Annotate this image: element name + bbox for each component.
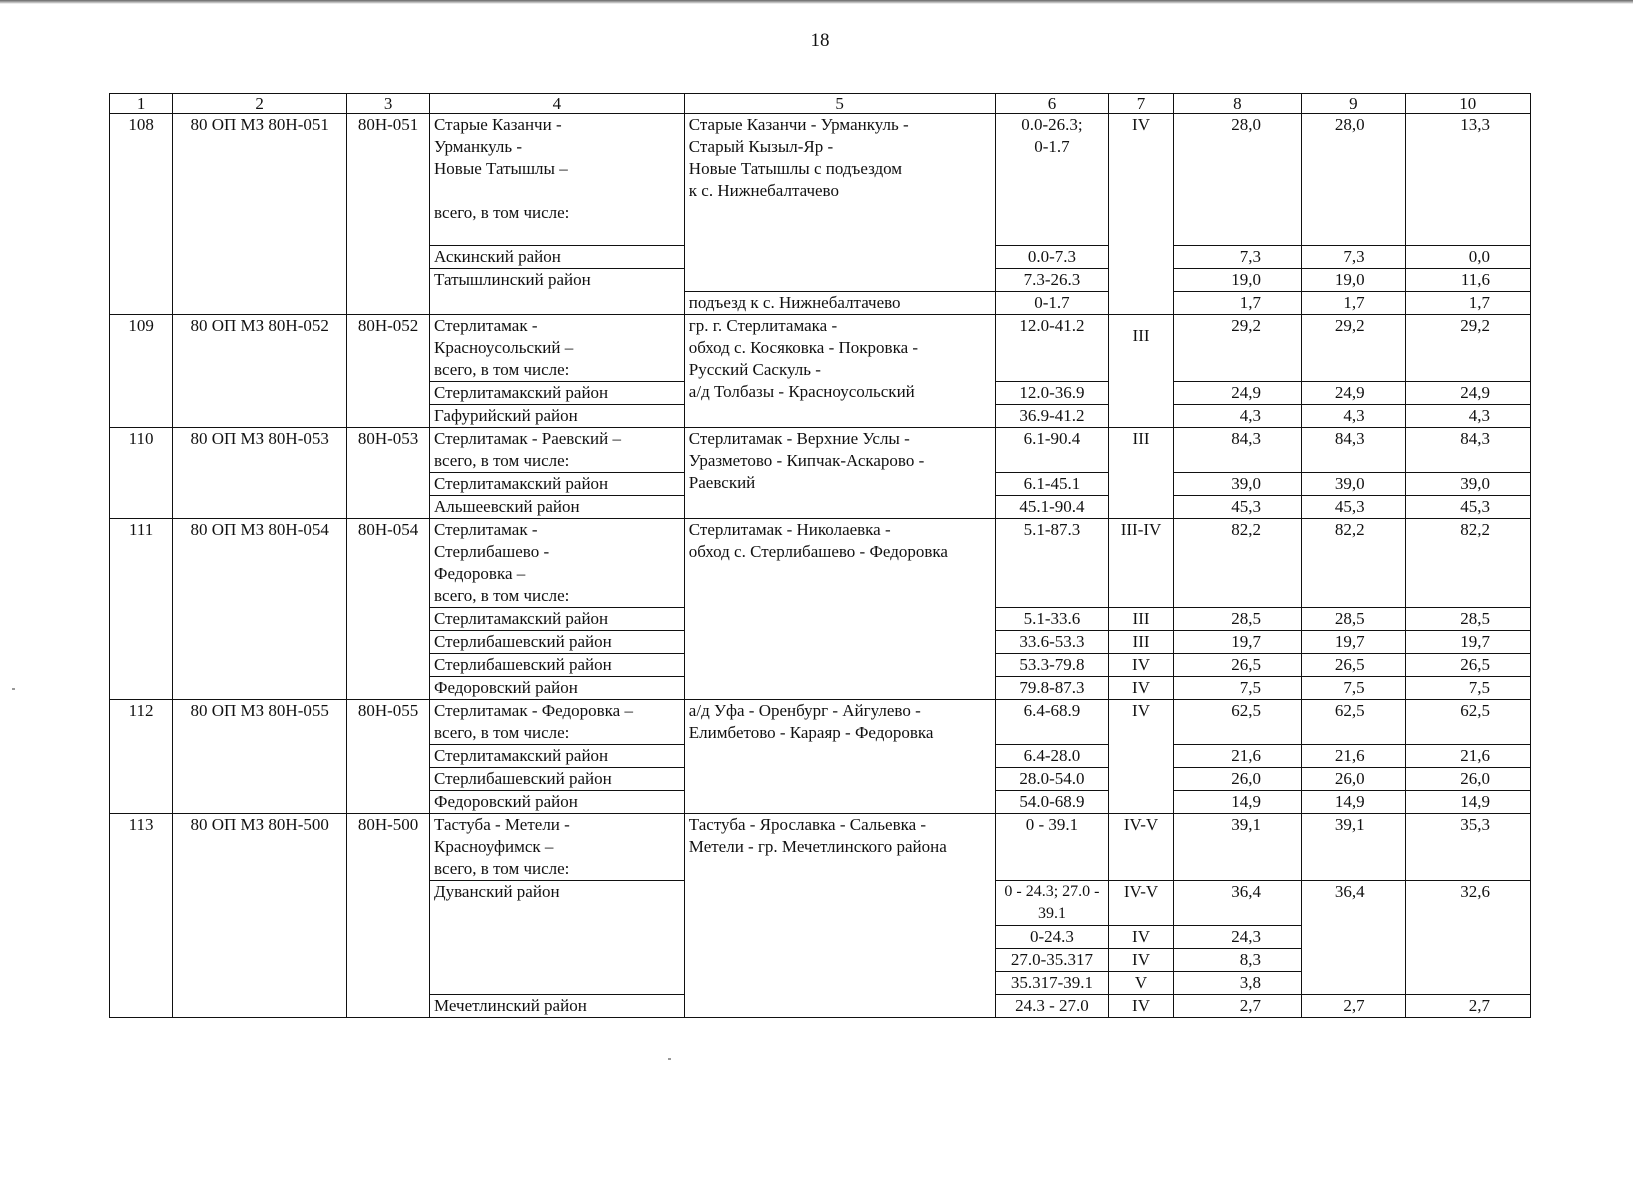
header-cell: 6: [995, 94, 1109, 114]
km-range: 27.0-35.317: [995, 949, 1109, 972]
category: V: [1109, 972, 1173, 995]
km-range: 6.1-90.4: [995, 428, 1109, 473]
district-name: Федоровский район: [430, 677, 685, 700]
length-col8: 26,5: [1173, 654, 1301, 677]
table-row: [110, 428, 1531, 473]
district-name: Стерлитамакский район: [430, 473, 685, 496]
road-short-id: 80Н-500: [347, 814, 430, 1018]
length-col9: 19,0: [1302, 269, 1406, 292]
length-col10: 29,2: [1405, 315, 1530, 382]
km-range: 6.4-28.0: [995, 745, 1109, 768]
category: IV-V: [1109, 881, 1173, 926]
length-col8: 29,2: [1173, 315, 1301, 382]
row-number: 111: [110, 519, 173, 700]
category: IV-V: [1109, 814, 1173, 881]
road-short-id: 80Н-054: [347, 519, 430, 700]
length-col8: 82,2: [1173, 519, 1301, 608]
length-col9: 1,7: [1302, 292, 1406, 315]
roads-table: [109, 93, 1531, 1018]
length-col8: 24,9: [1173, 382, 1301, 405]
category: III-IV: [1109, 519, 1173, 608]
table-row: [110, 519, 1531, 608]
district-name: Альшеевский район: [430, 496, 685, 519]
header-cell: 1: [110, 94, 173, 114]
length-col8: 39,1: [1173, 814, 1301, 881]
km-range: 33.6-53.3: [995, 631, 1109, 654]
length-col8: 8,3: [1173, 949, 1301, 972]
km-range: 0 - 24.3; 27.0 - 39.1: [995, 881, 1109, 926]
length-col10: 26,5: [1405, 654, 1530, 677]
length-col10: 2,7: [1405, 995, 1530, 1018]
header-cell: 2: [173, 94, 347, 114]
length-col10: 45,3: [1405, 496, 1530, 519]
district-name: Татышлинский район: [430, 269, 685, 315]
length-col10: 84,3: [1405, 428, 1530, 473]
km-range: 79.8-87.3: [995, 677, 1109, 700]
road-short-id: 80Н-051: [347, 114, 430, 315]
length-col9: 62,5: [1302, 700, 1406, 745]
route-description: Стерлитамак - Верхние Услы - Уразметово - Кипчак-Аскарово - Раевский: [684, 428, 995, 519]
header-row: [110, 94, 1531, 114]
km-range: 12.0-36.9: [995, 382, 1109, 405]
category: IV: [1109, 700, 1173, 814]
km-range: 6.1-45.1: [995, 473, 1109, 496]
length-col9: 19,7: [1302, 631, 1406, 654]
length-col8: 7,3: [1173, 246, 1301, 269]
length-col10: 32,6: [1405, 881, 1530, 995]
length-col10: 1,7: [1405, 292, 1530, 315]
length-col8: 39,0: [1173, 473, 1301, 496]
scan-speck: [668, 1058, 671, 1060]
header-cell: 7: [1109, 94, 1173, 114]
km-range: 24.3 - 27.0: [995, 995, 1109, 1018]
length-col8: 84,3: [1173, 428, 1301, 473]
length-col10: 7,5: [1405, 677, 1530, 700]
header-cell: 10: [1405, 94, 1530, 114]
header-cell: 5: [684, 94, 995, 114]
km-range: 53.3-79.8: [995, 654, 1109, 677]
length-col10: 19,7: [1405, 631, 1530, 654]
road-name: Тастуба - Метели - Красноуфимск – всего, в том числе:: [430, 814, 685, 881]
length-col9: 84,3: [1302, 428, 1406, 473]
road-id: 80 ОП МЗ 80Н-055: [173, 700, 347, 814]
category: IV: [1109, 926, 1173, 949]
road-short-id: 80Н-055: [347, 700, 430, 814]
length-col8: 26,0: [1173, 768, 1301, 791]
district-name: Гафурийский район: [430, 405, 685, 428]
length-col10: 21,6: [1405, 745, 1530, 768]
length-col9: 21,6: [1302, 745, 1406, 768]
route-description: Стерлитамак - Николаевка - обход с. Стерлибашево - Федоровка: [684, 519, 995, 700]
length-col8: 36,4: [1173, 881, 1301, 926]
category: IV: [1109, 654, 1173, 677]
km-range: 5.1-33.6: [995, 608, 1109, 631]
km-range: 0.0-26.3; 0-1.7: [995, 114, 1109, 246]
km-range: 36.9-41.2: [995, 405, 1109, 428]
length-col8: 1,7: [1173, 292, 1301, 315]
category: III: [1109, 315, 1173, 428]
road-name: Стерлитамак - Федоровка – всего, в том числе:: [430, 700, 685, 745]
length-col9: 45,3: [1302, 496, 1406, 519]
length-col10: 28,5: [1405, 608, 1530, 631]
road-name: Стерлитамак - Стерлибашево - Федоровка – всего, в том числе:: [430, 519, 685, 608]
table-row: [110, 814, 1531, 881]
district-name: Стерлибашевский район: [430, 654, 685, 677]
district-name: Стерлитамакский район: [430, 608, 685, 631]
length-col8: 62,5: [1173, 700, 1301, 745]
km-range: 6.4-68.9: [995, 700, 1109, 745]
district-name: Мечетлинский район: [430, 995, 685, 1018]
scan-speck: [12, 688, 15, 690]
table-row: [110, 315, 1531, 382]
length-col10: 82,2: [1405, 519, 1530, 608]
km-range: 7.3-26.3: [995, 269, 1109, 292]
header-cell: 8: [1173, 94, 1301, 114]
length-col8: 28,0: [1173, 114, 1301, 246]
length-col9: 7,3: [1302, 246, 1406, 269]
district-name: Стерлибашевский район: [430, 631, 685, 654]
category: IV: [1109, 114, 1173, 315]
road-id: 80 ОП МЗ 80Н-054: [173, 519, 347, 700]
row-number: 109: [110, 315, 173, 428]
road-id: 80 ОП МЗ 80Н-053: [173, 428, 347, 519]
category: IV: [1109, 995, 1173, 1018]
table-row: [110, 114, 1531, 246]
length-col9: 7,5: [1302, 677, 1406, 700]
length-col9: 4,3: [1302, 405, 1406, 428]
length-col8: 24,3: [1173, 926, 1301, 949]
km-range: 45.1-90.4: [995, 496, 1109, 519]
km-range: 12.0-41.2: [995, 315, 1109, 382]
district-name: Стерлитамакский район: [430, 382, 685, 405]
scan-edge: [0, 0, 1633, 4]
km-range: 0.0-7.3: [995, 246, 1109, 269]
route-description: Тастуба - Ярославка - Сальевка - Метели - гр. Мечетлинского района: [684, 814, 995, 1018]
length-col10: 0,0: [1405, 246, 1530, 269]
length-col10: 14,9: [1405, 791, 1530, 814]
header-cell: 4: [430, 94, 685, 114]
length-col8: 19,7: [1173, 631, 1301, 654]
road-name: Стерлитамак - Раевский – всего, в том числе:: [430, 428, 685, 473]
length-col8: 4,3: [1173, 405, 1301, 428]
row-number: 108: [110, 114, 173, 315]
road-id: 80 ОП МЗ 80Н-051: [173, 114, 347, 315]
length-col8: 45,3: [1173, 496, 1301, 519]
road-id: 80 ОП МЗ 80Н-052: [173, 315, 347, 428]
district-name: Федоровский район: [430, 791, 685, 814]
header-cell: 9: [1302, 94, 1406, 114]
length-col9: 39,0: [1302, 473, 1406, 496]
length-col8: 21,6: [1173, 745, 1301, 768]
km-range: 0-24.3: [995, 926, 1109, 949]
length-col8: 2,7: [1173, 995, 1301, 1018]
length-col8: 19,0: [1173, 269, 1301, 292]
page-number: 18: [810, 30, 830, 51]
length-col10: 24,9: [1405, 382, 1530, 405]
length-col9: 82,2: [1302, 519, 1406, 608]
category: III: [1109, 631, 1173, 654]
length-col9: 2,7: [1302, 995, 1406, 1018]
route-description: подъезд к с. Нижнебалтачево: [684, 292, 995, 315]
road-short-id: 80Н-052: [347, 315, 430, 428]
route-description: а/д Уфа - Оренбург - Айгулево - Елимбетово - Караяр - Федоровка: [684, 700, 995, 814]
length-col9: 39,1: [1302, 814, 1406, 881]
category: IV: [1109, 677, 1173, 700]
road-name: Старые Казанчи - Урманкуль - Новые Татышлы – всего, в том числе:: [430, 114, 685, 246]
row-number: 112: [110, 700, 173, 814]
category: III: [1109, 428, 1173, 519]
length-col10: 39,0: [1405, 473, 1530, 496]
length-col8: 7,5: [1173, 677, 1301, 700]
length-col10: 26,0: [1405, 768, 1530, 791]
length-col8: 28,5: [1173, 608, 1301, 631]
length-col9: 28,0: [1302, 114, 1406, 246]
row-number: 110: [110, 428, 173, 519]
district-name: Аскинский район: [430, 246, 685, 269]
length-col8: 3,8: [1173, 972, 1301, 995]
district-name: Стерлибашевский район: [430, 768, 685, 791]
km-range: 0-1.7: [995, 292, 1109, 315]
length-col9: 28,5: [1302, 608, 1406, 631]
length-col9: 26,0: [1302, 768, 1406, 791]
length-col9: 14,9: [1302, 791, 1406, 814]
category: IV: [1109, 949, 1173, 972]
length-col9: 24,9: [1302, 382, 1406, 405]
km-range: 54.0-68.9: [995, 791, 1109, 814]
length-col8: 14,9: [1173, 791, 1301, 814]
road-name: Стерлитамак - Красноусольский – всего, в том числе:: [430, 315, 685, 382]
road-id: 80 ОП МЗ 80Н-500: [173, 814, 347, 1018]
length-col10: 35,3: [1405, 814, 1530, 881]
length-col10: 62,5: [1405, 700, 1530, 745]
district-name: Дуванский район: [430, 881, 685, 995]
km-range: 5.1-87.3: [995, 519, 1109, 608]
road-short-id: 80Н-053: [347, 428, 430, 519]
route-description: гр. г. Стерлитамака - обход с. Косяковка - Покровка - Русский Саскуль - а/д Толбазы - Красноусольский: [684, 315, 995, 428]
length-col9: 29,2: [1302, 315, 1406, 382]
length-col10: 13,3: [1405, 114, 1530, 246]
length-col9: 36,4: [1302, 881, 1406, 995]
km-range: 0 - 39.1: [995, 814, 1109, 881]
length-col9: 26,5: [1302, 654, 1406, 677]
district-name: Стерлитамакский район: [430, 745, 685, 768]
category: III: [1109, 608, 1173, 631]
header-cell: 3: [347, 94, 430, 114]
length-col10: 4,3: [1405, 405, 1530, 428]
table-row: [110, 700, 1531, 745]
length-col10: 11,6: [1405, 269, 1530, 292]
route-description: Старые Казанчи - Урманкуль - Старый Кызыл-Яр - Новые Татышлы с подъездом к с. Нижнебалтачево: [684, 114, 995, 292]
km-range: 28.0-54.0: [995, 768, 1109, 791]
row-number: 113: [110, 814, 173, 1018]
km-range: 35.317-39.1: [995, 972, 1109, 995]
